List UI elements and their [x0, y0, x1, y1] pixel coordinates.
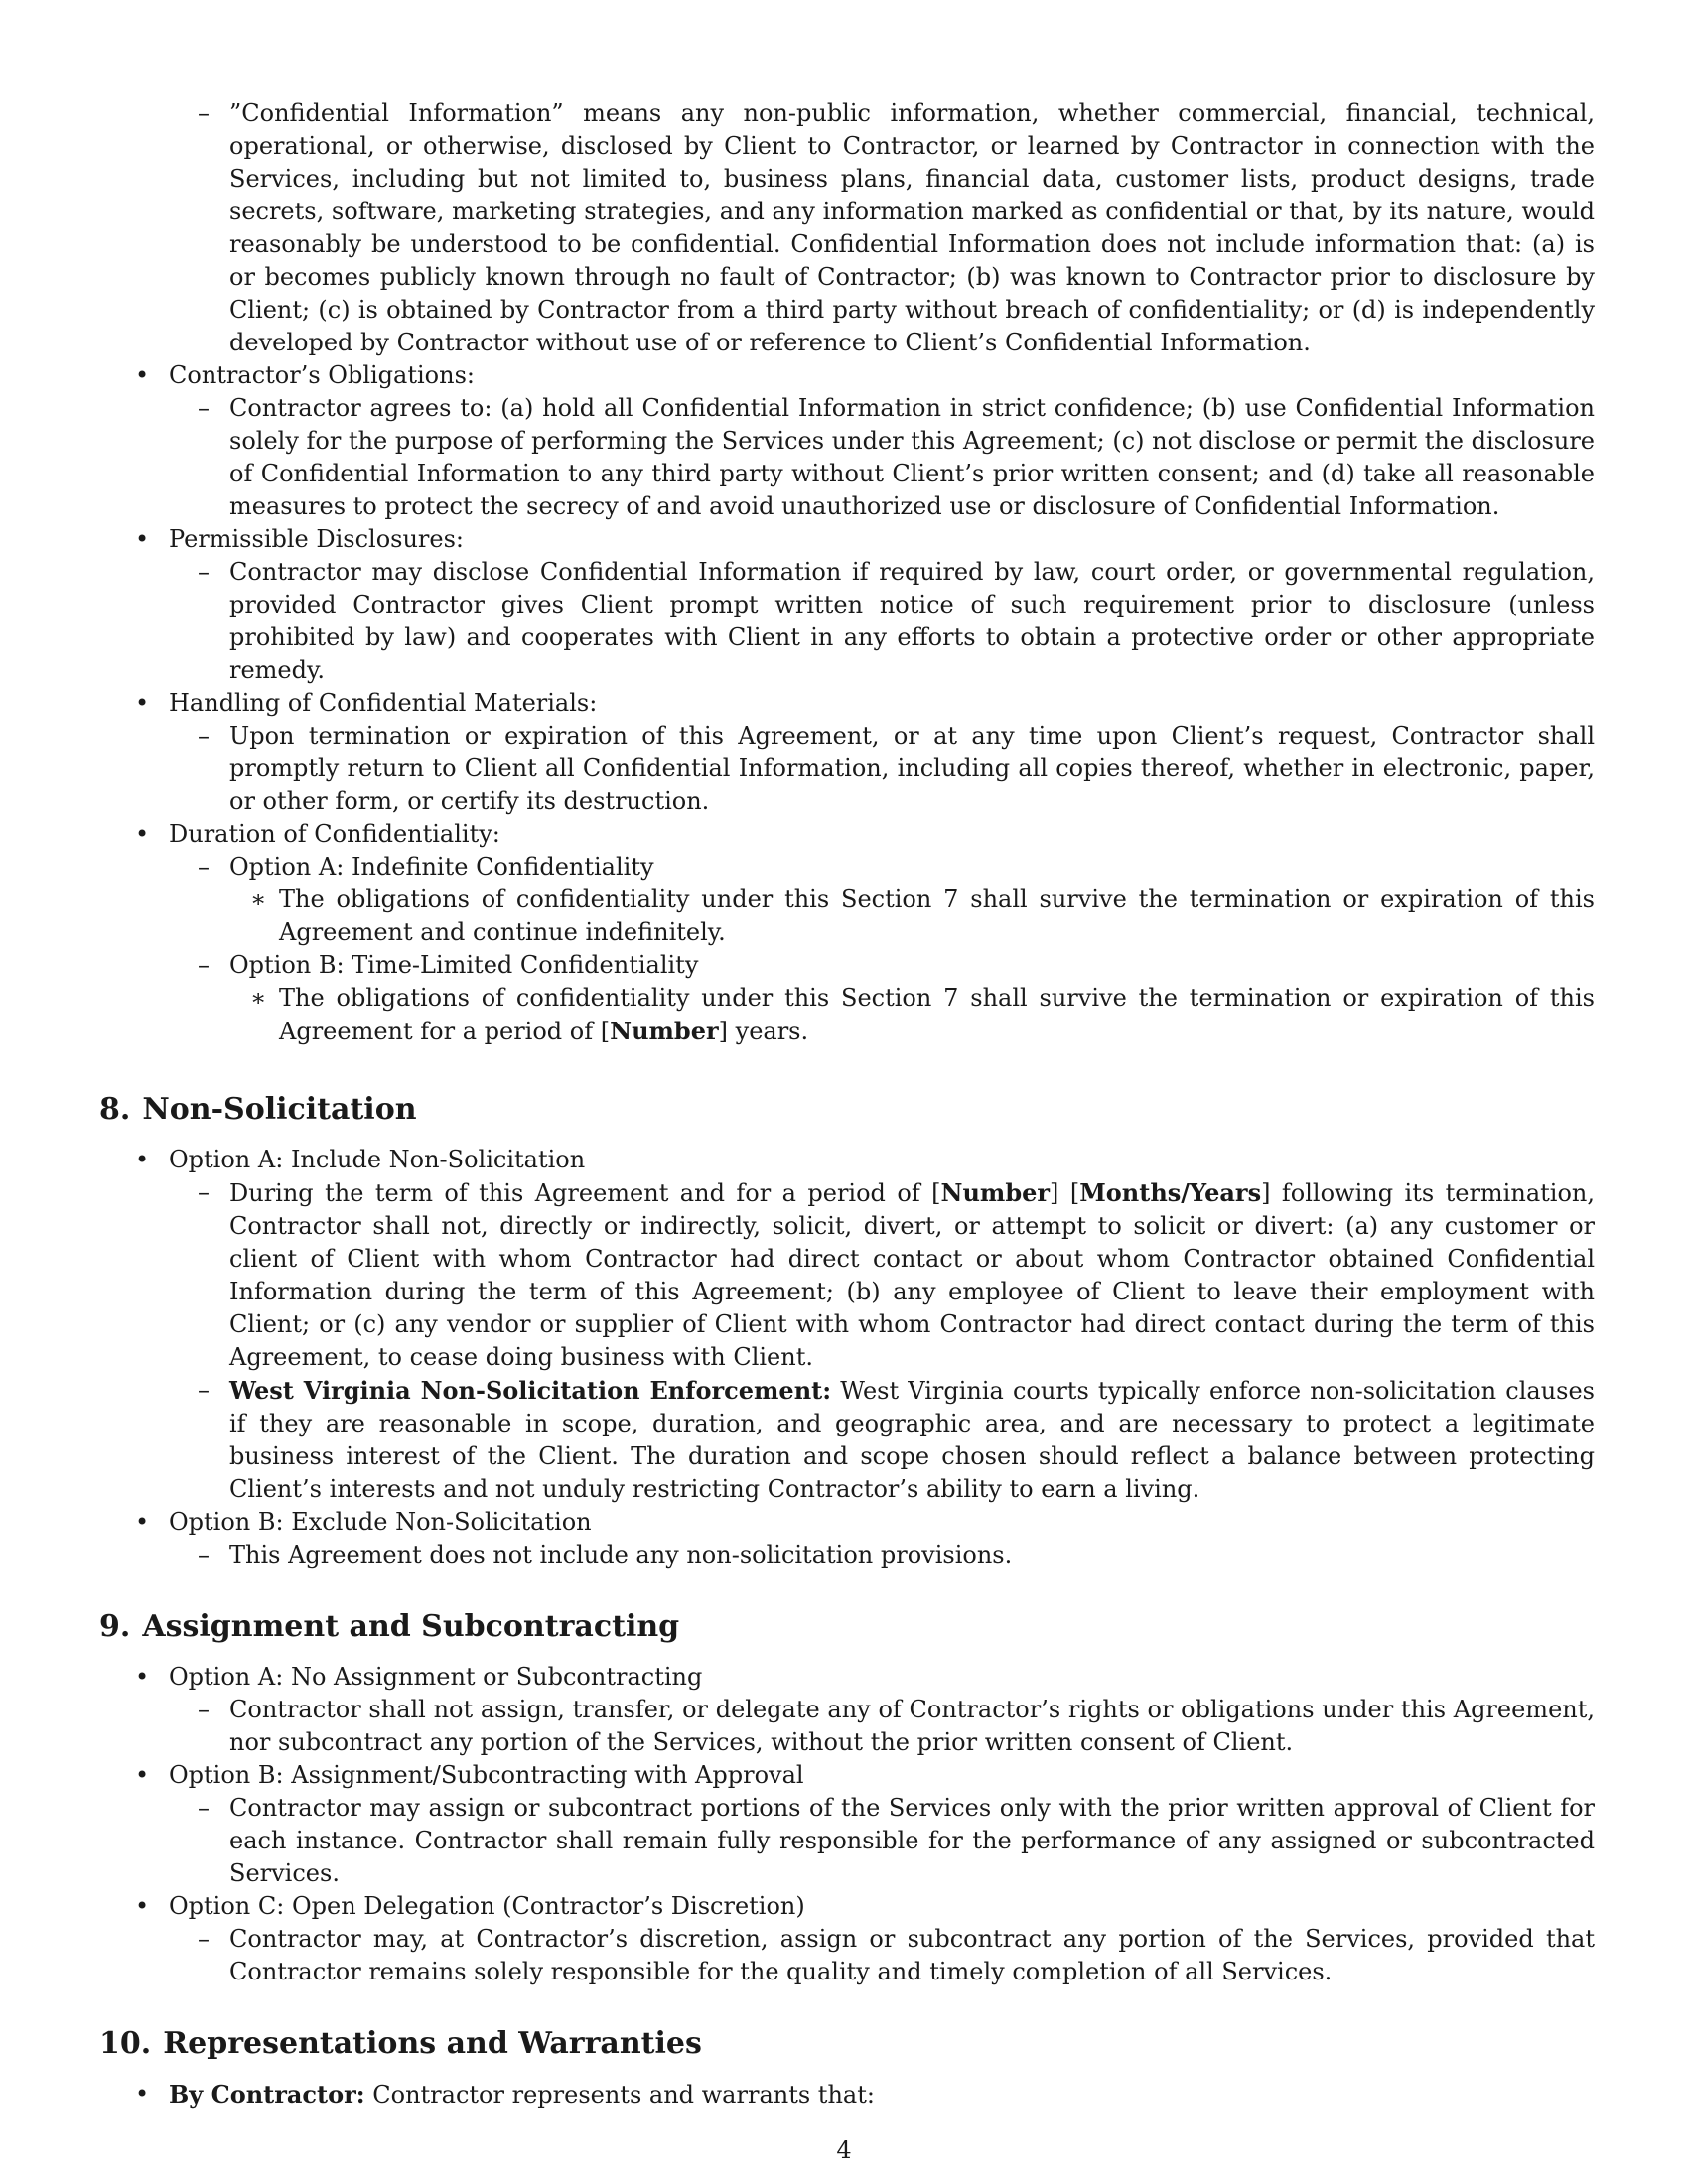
list-item-handling	[99, 687, 1595, 818]
page-number: 4	[836, 2136, 852, 2164]
option-b-title: Option B: Exclude Non-Solicitation	[169, 1508, 592, 1536]
list-item	[169, 392, 1595, 523]
option-c-title: Option C: Open Delegation (Contractor’s Discretion)	[169, 1892, 805, 1920]
list-item-obligations	[99, 359, 1595, 523]
list-item-option-b	[99, 1506, 1595, 1571]
section-9-list	[99, 1661, 1595, 1988]
option-a-title: Option A: No Assignment or Subcontracting	[169, 1663, 703, 1691]
placeholder-number: Number	[940, 1178, 1051, 1207]
option-b-title: Option B: Assignment/Subcontracting with Approval	[169, 1761, 804, 1789]
duration-title: Duration of Confidentiality:	[169, 820, 500, 848]
list-item-by-contractor: • By Contractor: Contractor represents and warrants that:	[99, 2078, 1595, 2112]
list-item: – West Virginia Non-Solicitation Enforcement: West Virginia courts typically enforce non-solicitation clauses if they are reasonable in scope, duration, and geographic area, and are necessary to protect a legitimate business interest of the Client. The duration and scope chosen should reflect a balance between protecting Client’s interests and not unduly restricting Contractor’s ability to earn a living.	[169, 1374, 1595, 1506]
list-item	[169, 720, 1595, 818]
option-b-text: The obligations of confidentiality under this Section 7 shall survive the termination or expiration of this Agreement for a period of	[279, 984, 1595, 1045]
page-content	[99, 97, 1595, 2112]
section-7-list	[99, 359, 1595, 1048]
list-item-option-a	[99, 1144, 1595, 1506]
list-item: – During the term of this Agreement and for a period of [Number] [Months/Years] following its termination, Contractor shall not, directly or indirectly, solicit, divert, or attempt to solicit or divert: (a) any customer or client of Client with whom Contractor had direct contact or about whom Contractor obtained Confidential Information during the term of this Agreement; (b) any employee of Client to leave their employment with Client; or (c) any vendor or supplier of Client with whom Contractor had direct contact during the term of this Agreement, to cease doing business with Client.	[169, 1176, 1595, 1374]
list-item: – Contractor may, at Contractor’s discretion, assign or subcontract any portion of the Services, provided that Contractor remains solely responsible for the quality and timely completion of all Services.	[169, 1923, 1595, 1988]
section-8-list	[99, 1144, 1595, 1571]
handling-text: Upon termination or expiration of this Agreement, or at any time upon Client’s request, Contractor shall promptly return to Client all Confidential Information, including all copies thereof, whether in electronic, paper, or other form, or certify its destruction.	[229, 722, 1595, 815]
section-8-heading: 8. Non-Solicitation	[99, 1092, 417, 1127]
permissible-title: Permissible Disclosures:	[169, 525, 465, 553]
list-item: – Contractor may assign or subcontract portions of the Services only with the prior written approval of Client for each instance. Contractor shall remain fully responsible for the performance of any assigned or subcontracted Services.	[169, 1792, 1595, 1890]
list-item	[229, 884, 1595, 949]
section-10-list	[99, 2078, 1595, 2112]
list-item-option-c	[99, 1890, 1595, 1988]
handling-title: Handling of Confidential Materials:	[169, 689, 598, 717]
placeholder-number: Number	[610, 1017, 719, 1045]
list-item-permissible	[99, 523, 1595, 687]
list-item	[169, 556, 1595, 687]
list-item-duration	[99, 818, 1595, 1048]
confidential-info-definition	[169, 97, 1595, 359]
list-item-option-b	[169, 949, 1595, 1048]
option-a-title: Option A: Include Non-Solicitation	[169, 1146, 586, 1173]
list-item: ∗ The obligations of confidentiality under this Section 7 shall survive the termination or expiration of this Agreement for a period of [Number] years.	[229, 982, 1595, 1048]
option-b-title: Option B: Time-Limited Confidentiality	[229, 951, 699, 979]
section-10-heading: 10. Representations and Warranties	[99, 2026, 702, 2061]
section-9-heading: 9. Assignment and Subcontracting	[99, 1609, 680, 1644]
obligations-title: Contractor’s Obligations:	[169, 361, 475, 389]
wv-enforcement-label: West Virginia Non-Solicitation Enforcement:	[229, 1376, 832, 1405]
permissible-text: Contractor may disclose Confidential Information if required by law, court order, or governmental regulation, provided Contractor gives Client prompt written notice of such requirement prior to disclosure (unless prohibited by law) and cooperates with Client in any efforts to obtain a protective order or other appropriate remedy.	[229, 558, 1595, 684]
list-item-option-b	[99, 1759, 1595, 1890]
option-a-title: Option A: Indefinite Confidentiality	[229, 853, 654, 881]
by-contractor-label: By Contractor:	[169, 2080, 365, 2109]
list-item: – This Agreement does not include any non-solicitation provisions.	[169, 1539, 1595, 1571]
list-item: – Contractor shall not assign, transfer, or delegate any of Contractor’s rights or obligations under this Agreement, nor subcontract any portion of the Services, without the prior written consent of Client.	[169, 1694, 1595, 1759]
list-item-option-a	[99, 1661, 1595, 1759]
definition-text: ”Confidential Information” means any non-public information, whether commercial, financial, technical, operational, or otherwise, disclosed by Client to Contractor, or learned by Contractor in connection with the Services, including but not limited to, business plans, financial data, customer lists, product designs, trade secrets, software, marketing strategies, and any information marked as confidential or that, by its nature, would reasonably be understood to be confidential. Confidential Information does not include information that: (a) is or becomes publicly known through no fault of Contractor; (b) was known to Contractor prior to disclosure by Client; (c) is obtained by Contractor from a third party without breach of confidentiality; or (d) is independently developed by Contractor without use of or reference to Client’s Confidential Information.	[229, 99, 1595, 356]
confidential-info-definition-list	[169, 97, 1595, 359]
list-item-option-a	[169, 851, 1595, 949]
option-a-text: The obligations of confidentiality under this Section 7 shall survive the termination or expiration of this Agreement and continue indefinitely.	[279, 886, 1595, 946]
obligations-text: Contractor agrees to: (a) hold all Confidential Information in strict confidence; (b) use Confidential Information solely for the purpose of performing the Services under this Agreement; (c) not disclose or permit the disclosure of Confidential Information to any third party without Client’s prior written consent; and (d) take all reasonable measures to protect the secrecy of and avoid unauthorized use or disclosure of Confidential Information.	[229, 394, 1595, 520]
placeholder-months-years: Months/Years	[1079, 1178, 1262, 1207]
